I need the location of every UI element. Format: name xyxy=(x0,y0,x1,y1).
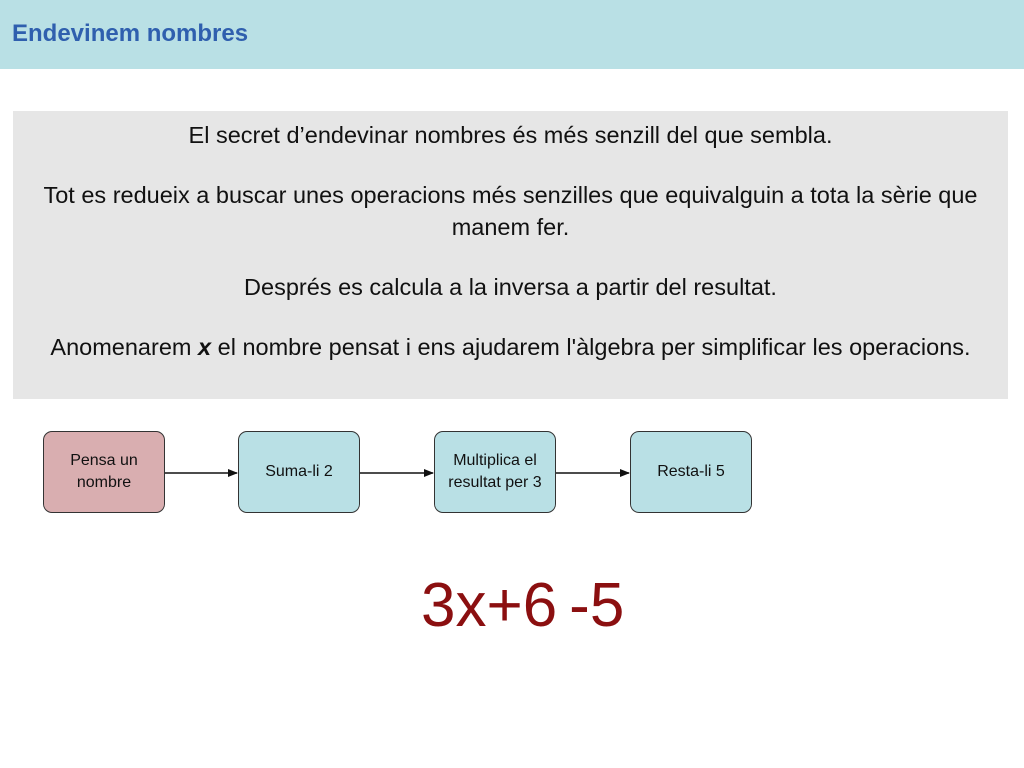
intro-paragraph-4-start: Anomenarem xyxy=(50,334,199,360)
flow-step-1-label: Pensa un nombre xyxy=(70,452,138,491)
title-bar xyxy=(0,0,1024,69)
intro-text-box xyxy=(13,111,1008,399)
intro-paragraph-2: Tot es redueix a buscar unes operacions més senzilles que equivalguin a tota la sèrie que manem fer. xyxy=(43,182,978,240)
formula xyxy=(421,570,624,642)
flow-step-3-label: Multiplica el resultat per 3 xyxy=(448,452,542,491)
flow-step-add-2 xyxy=(238,431,360,513)
intro-paragraph-1: El secret d’endevinar nombres és més senzill del que sembla. xyxy=(188,122,833,148)
variable-x: x xyxy=(198,334,212,360)
intro-paragraph-3: Després es calcula a la inversa a partir del resultat. xyxy=(244,274,777,300)
intro-paragraph-4-end: el nombre pensat i ens ajudarem l'àlgebra per simplificar les operacions. xyxy=(211,334,971,360)
flow-step-multiply-3 xyxy=(434,431,556,513)
flow-step-2-label: Suma-li 2 xyxy=(265,463,333,480)
slide-title: Endevinem nombres xyxy=(12,20,249,47)
flow-step-think-number xyxy=(43,431,165,513)
intro-paragraph-4 xyxy=(27,331,994,363)
flow-step-4-label: Resta-li 5 xyxy=(657,463,725,480)
flow-step-subtract-5 xyxy=(630,431,752,513)
formula-main: 3x+6 xyxy=(421,571,558,640)
formula-tail: -5 xyxy=(569,571,625,640)
